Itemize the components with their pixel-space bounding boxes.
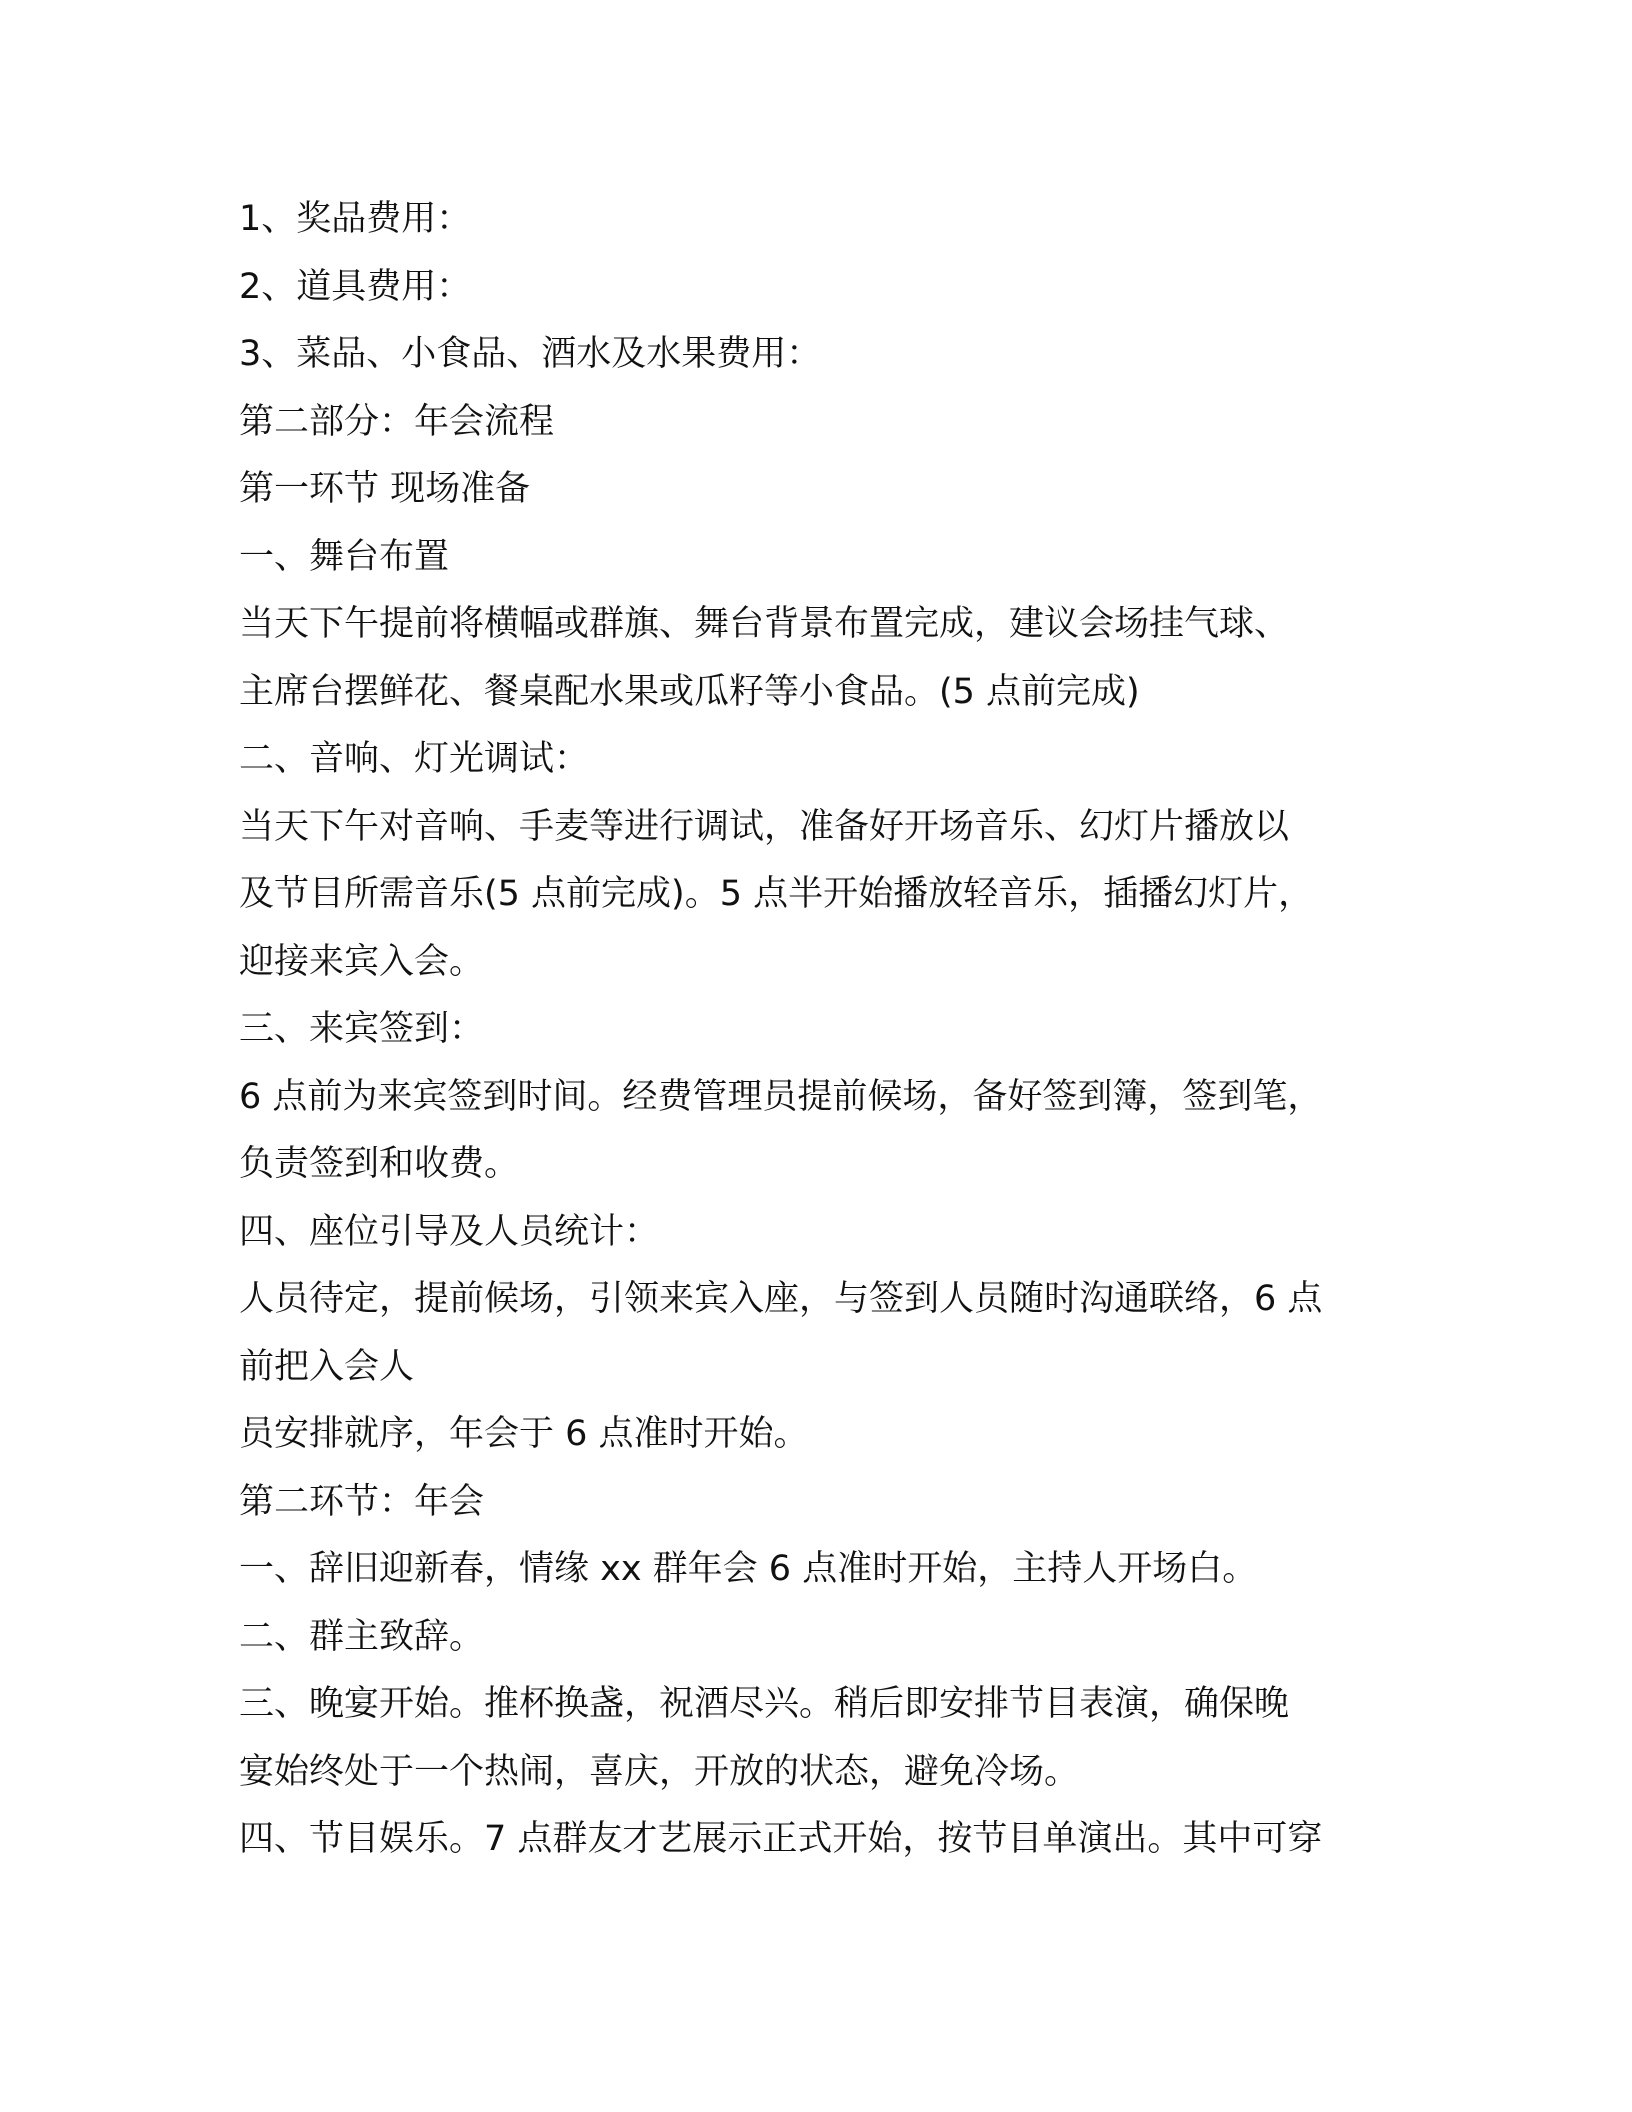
section-heading-part-two: 第二部分：年会流程 <box>239 401 555 442</box>
document-body <box>239 186 1399 1874</box>
program-item-speech: 二、群主致辞。 <box>239 1616 485 1657</box>
stage-heading-annual-meeting: 第二环节：年会 <box>239 1481 485 1522</box>
cost-item-prizes: 1、奖品费用： <box>239 199 472 239</box>
cost-item-food-drinks: 3、菜品、小食品、酒水及水果费用： <box>239 334 822 374</box>
paragraph-line: 迎接来宾入会。 <box>239 941 485 982</box>
paragraph-line: 6 点前为来宾签到时间。经费管理员提前候场，备好签到簿，签到笔， <box>239 1076 1323 1117</box>
paragraph-line: 员安排就序，年会于 6 点准时开始。 <box>239 1414 809 1454</box>
program-item-opening: 一、辞旧迎新春，情缘 xx 群年会 6 点准时开始，主持人开场白。 <box>239 1549 1258 1589</box>
paragraph-line: 前把入会人 <box>239 1346 415 1387</box>
paragraph-line: 当天下午提前将横幅或群旗、舞台背景布置完成，建议会场挂气球、 <box>239 604 1290 644</box>
program-item-entertainment: 四、节目娱乐。7 点群友才艺展示正式开始，按节目单演出。其中可穿 <box>239 1819 1323 1859</box>
paragraph-line: 负责签到和收费。 <box>239 1144 520 1184</box>
paragraph-line: 主席台摆鲜花、餐桌配水果或瓜籽等小食品。(5 点前完成) <box>239 671 1140 712</box>
paragraph-line: 人员待定，提前候场，引领来宾入座，与签到人员随时沟通联络，6 点 <box>239 1279 1323 1319</box>
cost-item-props: 2、道具费用： <box>239 266 472 307</box>
paragraph-line: 及节目所需音乐(5 点前完成)。5 点半开始播放轻音乐，插播幻灯片， <box>239 874 1314 914</box>
paragraph-line: 当天下午对音响、手麦等进行调试，准备好开场音乐、幻灯片播放以 <box>239 806 1290 847</box>
subheading-seating-guidance: 四、座位引导及人员统计： <box>239 1211 660 1252</box>
stage-heading-preparation: 第一环节 现场准备 <box>239 469 531 509</box>
paragraph-line: 宴始终处于一个热闹，喜庆，开放的状态，避免冷场。 <box>239 1751 1080 1792</box>
subheading-sound-lighting: 二、音响、灯光调试： <box>239 739 590 779</box>
subheading-stage-setup: 一、舞台布置 <box>239 536 450 577</box>
subheading-guest-signin: 三、来宾签到： <box>239 1009 485 1049</box>
program-item-banquet: 三、晚宴开始。推杯换盏，祝酒尽兴。稍后即安排节目表演，确保晚 <box>239 1684 1290 1724</box>
